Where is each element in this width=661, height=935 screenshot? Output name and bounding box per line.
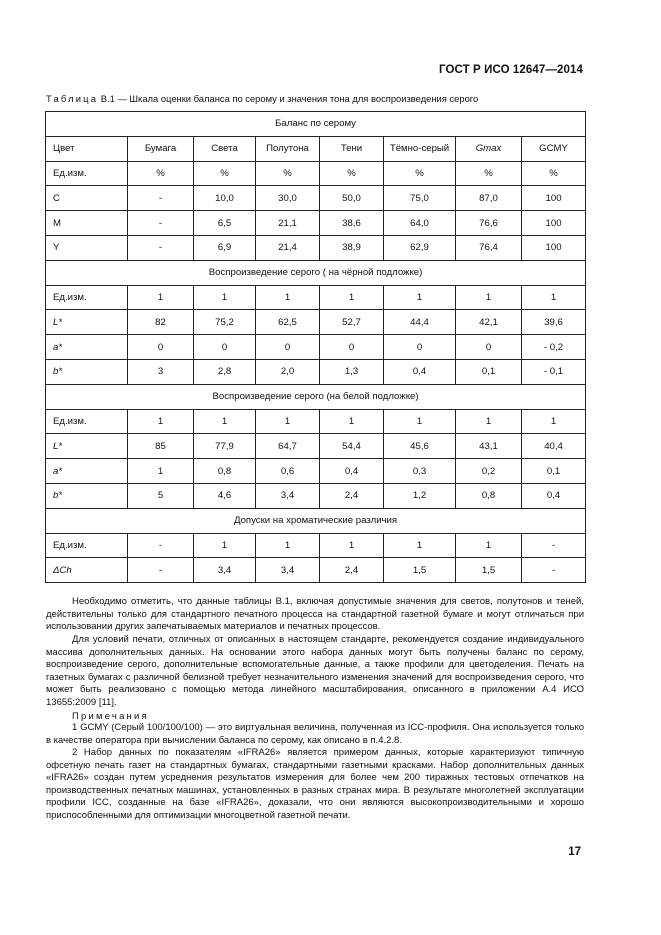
table-cell: 77,9 (194, 434, 256, 459)
table-cell: 1 (320, 409, 384, 434)
table-cell: 62,9 (384, 235, 456, 260)
row-label: ΔCh (46, 558, 128, 583)
table-header-row (46, 136, 586, 161)
table-row (46, 310, 586, 335)
section-white-backing-title: Воспроизведение серого (на белой подложке) (46, 384, 586, 409)
section-tolerances-row (46, 508, 586, 533)
table-cell: 1 (320, 285, 384, 310)
table-cell: 42,1 (456, 310, 522, 335)
row-label: b* (46, 483, 128, 508)
table-cell: 0,1 (456, 359, 522, 384)
table-cell: 5 (128, 483, 194, 508)
table-caption-word: Таблица (46, 93, 99, 104)
table-cell: 0,6 (256, 459, 320, 484)
table-cell: 1 (384, 285, 456, 310)
column-header: Бумага (128, 136, 194, 161)
table-cell: 1 (194, 285, 256, 310)
table-cell: 52,7 (320, 310, 384, 335)
column-header: Тени (320, 136, 384, 161)
column-header: Тёмно-серый (384, 136, 456, 161)
row-label: M (46, 211, 128, 236)
table-cell: % (256, 161, 320, 186)
table-cell: 3,4 (194, 558, 256, 583)
row-label: Ед.изм. (46, 533, 128, 558)
table-cell: 0,3 (384, 459, 456, 484)
table-cell: 43,1 (456, 434, 522, 459)
table-cell: 0,2 (456, 459, 522, 484)
table-cell: 1 (522, 285, 586, 310)
table-cell: 76,6 (456, 211, 522, 236)
table-cell: 0,4 (384, 359, 456, 384)
row-label: Ед.изм. (46, 409, 128, 434)
table-row (46, 459, 586, 484)
row-label: a* (46, 335, 128, 360)
row-label: a* (46, 459, 128, 484)
table-row (46, 235, 586, 260)
table-cell: 1 (128, 459, 194, 484)
table-row (46, 558, 586, 583)
table-cell: 40,4 (522, 434, 586, 459)
table-cell: 1,3 (320, 359, 384, 384)
table-row (46, 161, 586, 186)
table-cell: 39,6 (522, 310, 586, 335)
table-cell: 1 (128, 285, 194, 310)
table-cell: - 0,1 (522, 359, 586, 384)
table-cell: 3,4 (256, 558, 320, 583)
table-cell: 0 (456, 335, 522, 360)
table-cell: 64,0 (384, 211, 456, 236)
row-label: Ед.изм. (46, 285, 128, 310)
table-cell: 1,5 (384, 558, 456, 583)
table-cell: 1 (256, 409, 320, 434)
table-cell: 3,4 (256, 483, 320, 508)
table-cell: 1 (456, 409, 522, 434)
table-cell: - (128, 235, 194, 260)
table-cell: 50,0 (320, 186, 384, 211)
table-cell: 45,6 (384, 434, 456, 459)
table-cell: 0 (256, 335, 320, 360)
section-tolerances-title: Допуски на хроматические различия (46, 508, 586, 533)
table-cell: - (128, 558, 194, 583)
table-cell: 64,7 (256, 434, 320, 459)
table-cell: 0 (194, 335, 256, 360)
table-cell: 1 (384, 533, 456, 558)
row-label: Y (46, 235, 128, 260)
table-cell: 0,8 (194, 459, 256, 484)
table-cell: 85 (128, 434, 194, 459)
table-cell: 62,5 (256, 310, 320, 335)
table-cell: 0,4 (320, 459, 384, 484)
table-cell: % (320, 161, 384, 186)
standard-identifier: ГОСТ Р ИСО 12647—2014 (438, 64, 583, 76)
table-cell: 1 (194, 533, 256, 558)
table-row (46, 434, 586, 459)
notes-heading: Примечания (72, 711, 149, 722)
table-cell: 10,0 (194, 186, 256, 211)
section-gray-balance-row (46, 112, 586, 137)
table-cell: 38,9 (320, 235, 384, 260)
row-label: C (46, 186, 128, 211)
table-cell: 54,4 (320, 434, 384, 459)
gray-balance-table (45, 111, 586, 583)
table-cell: 1 (320, 533, 384, 558)
table-cell: 2,0 (256, 359, 320, 384)
table-cell: 0,4 (522, 483, 586, 508)
table-cell: 21,4 (256, 235, 320, 260)
row-label: b* (46, 359, 128, 384)
table-caption-text: В.1 — Шкала оценки баланса по серому и значения тона для воспроизведения серого (98, 93, 479, 104)
table-cell: 1 (256, 533, 320, 558)
table-cell: 100 (522, 235, 586, 260)
table-cell: 1 (456, 533, 522, 558)
note-1: 1 GCMY (Серый 100/100/100) — это виртуальная величина, полученная из ICC-профиля. Она используется только в качестве оператора при вычислении баланса по серому, как описано в п.4.2.8. (46, 722, 584, 746)
table-cell: % (128, 161, 194, 186)
table-cell: 6,9 (194, 235, 256, 260)
table-row (46, 186, 586, 211)
table-cell: 0 (128, 335, 194, 360)
table-cell: 0,1 (522, 459, 586, 484)
table-cell: - (128, 533, 194, 558)
table-row (46, 359, 586, 384)
section-black-backing-row (46, 260, 586, 285)
table-cell: 30,0 (256, 186, 320, 211)
row-label: L* (46, 434, 128, 459)
table-cell: 1,2 (384, 483, 456, 508)
section-gray-balance-title: Баланс по серому (46, 112, 586, 137)
table-cell: 2,4 (320, 483, 384, 508)
table-cell: 82 (128, 310, 194, 335)
table-caption (46, 93, 478, 104)
table-row (46, 285, 586, 310)
table-cell: 2,8 (194, 359, 256, 384)
table-cell: 2,4 (320, 558, 384, 583)
table-row (46, 533, 586, 558)
section-black-backing-title: Воспроизведение серого ( на чёрной подложке) (46, 260, 586, 285)
table-cell: 100 (522, 186, 586, 211)
table-cell: 4,6 (194, 483, 256, 508)
row-label: L* (46, 310, 128, 335)
table-cell: 0 (384, 335, 456, 360)
table-cell: - (522, 558, 586, 583)
table-cell: 3 (128, 359, 194, 384)
table-cell: 1,5 (456, 558, 522, 583)
table-cell: 1 (128, 409, 194, 434)
column-header: GCMY (522, 136, 586, 161)
table-row (46, 409, 586, 434)
table-row (46, 211, 586, 236)
table-cell: - (522, 533, 586, 558)
table-row (46, 335, 586, 360)
table-cell: 0 (320, 335, 384, 360)
table-cell: 75,0 (384, 186, 456, 211)
table-cell: - (128, 186, 194, 211)
table-cell: 1 (194, 409, 256, 434)
table-cell: 1 (384, 409, 456, 434)
table-cell: % (194, 161, 256, 186)
table-cell: 21,1 (256, 211, 320, 236)
table-cell: 38,6 (320, 211, 384, 236)
column-header: Полутона (256, 136, 320, 161)
table-cell: - (128, 211, 194, 236)
note-2: 2 Набор данных по показателям «IFRA26» является примером данных, которые характеризуют типичную офсетную печать газет на стандартных бумагах, стандартными газетными красками. Набор дополнительных данных «IFRA26» создан путем усреднения результатов измерения для более чем 200 тиражных тестовых отпечатков на производственных печатных машинах, установленных в разных странах мира. В результате многолетней эксплуатации профили ICC, созданные на базе «IFRA26», доказали, что они являются высокопроизводительными и хорошо приспособленными для оптимизации многоцветной газетной печати. (46, 747, 584, 821)
table-cell: 75,2 (194, 310, 256, 335)
table-cell: % (522, 161, 586, 186)
paragraph-1: Необходимо отметить, что данные таблицы В.1, включая допустимые значения для светов, полутонов и теней, действительны только для стандартного печатного процесса на стандартной газетной бумаге и могут отличаться при использовании других запечатываемых материалов и печатных процессов. (46, 596, 584, 633)
table-cell: - 0,2 (522, 335, 586, 360)
column-header: Цвет (46, 136, 128, 161)
table-cell: 100 (522, 211, 586, 236)
table-cell: % (384, 161, 456, 186)
table-cell: 87,0 (456, 186, 522, 211)
table-row (46, 483, 586, 508)
table-cell: 76,4 (456, 235, 522, 260)
table-cell: 1 (522, 409, 586, 434)
table-cell: 44,4 (384, 310, 456, 335)
row-label: Ед.изм. (46, 161, 128, 186)
table-cell: 0,8 (456, 483, 522, 508)
column-header: Gmax (456, 136, 522, 161)
paragraph-2: Для условий печати, отличных от описанных в настоящем стандарте, рекомендуется создание индивидуального массива дополнительных данных. На основании этого набора данных могут быть получены баланс по серому, воспроизведение серого, дополнительные вспомогательные данные, а также профили для цветоделения. Печать на газетных бумагах с различной белизной требует незначительного изменения значений для воспроизведения серого, что может быть реализовано с помощью метода линейного масштабирования, описанного в приложении А.4 ИСО 13655:2009 [11]. (46, 634, 584, 708)
section-white-backing-row (46, 384, 586, 409)
table-cell: 6,5 (194, 211, 256, 236)
table-cell: % (456, 161, 522, 186)
column-header: Света (194, 136, 256, 161)
page-number: 17 (568, 846, 581, 858)
table-cell: 1 (256, 285, 320, 310)
table-cell: 1 (456, 285, 522, 310)
